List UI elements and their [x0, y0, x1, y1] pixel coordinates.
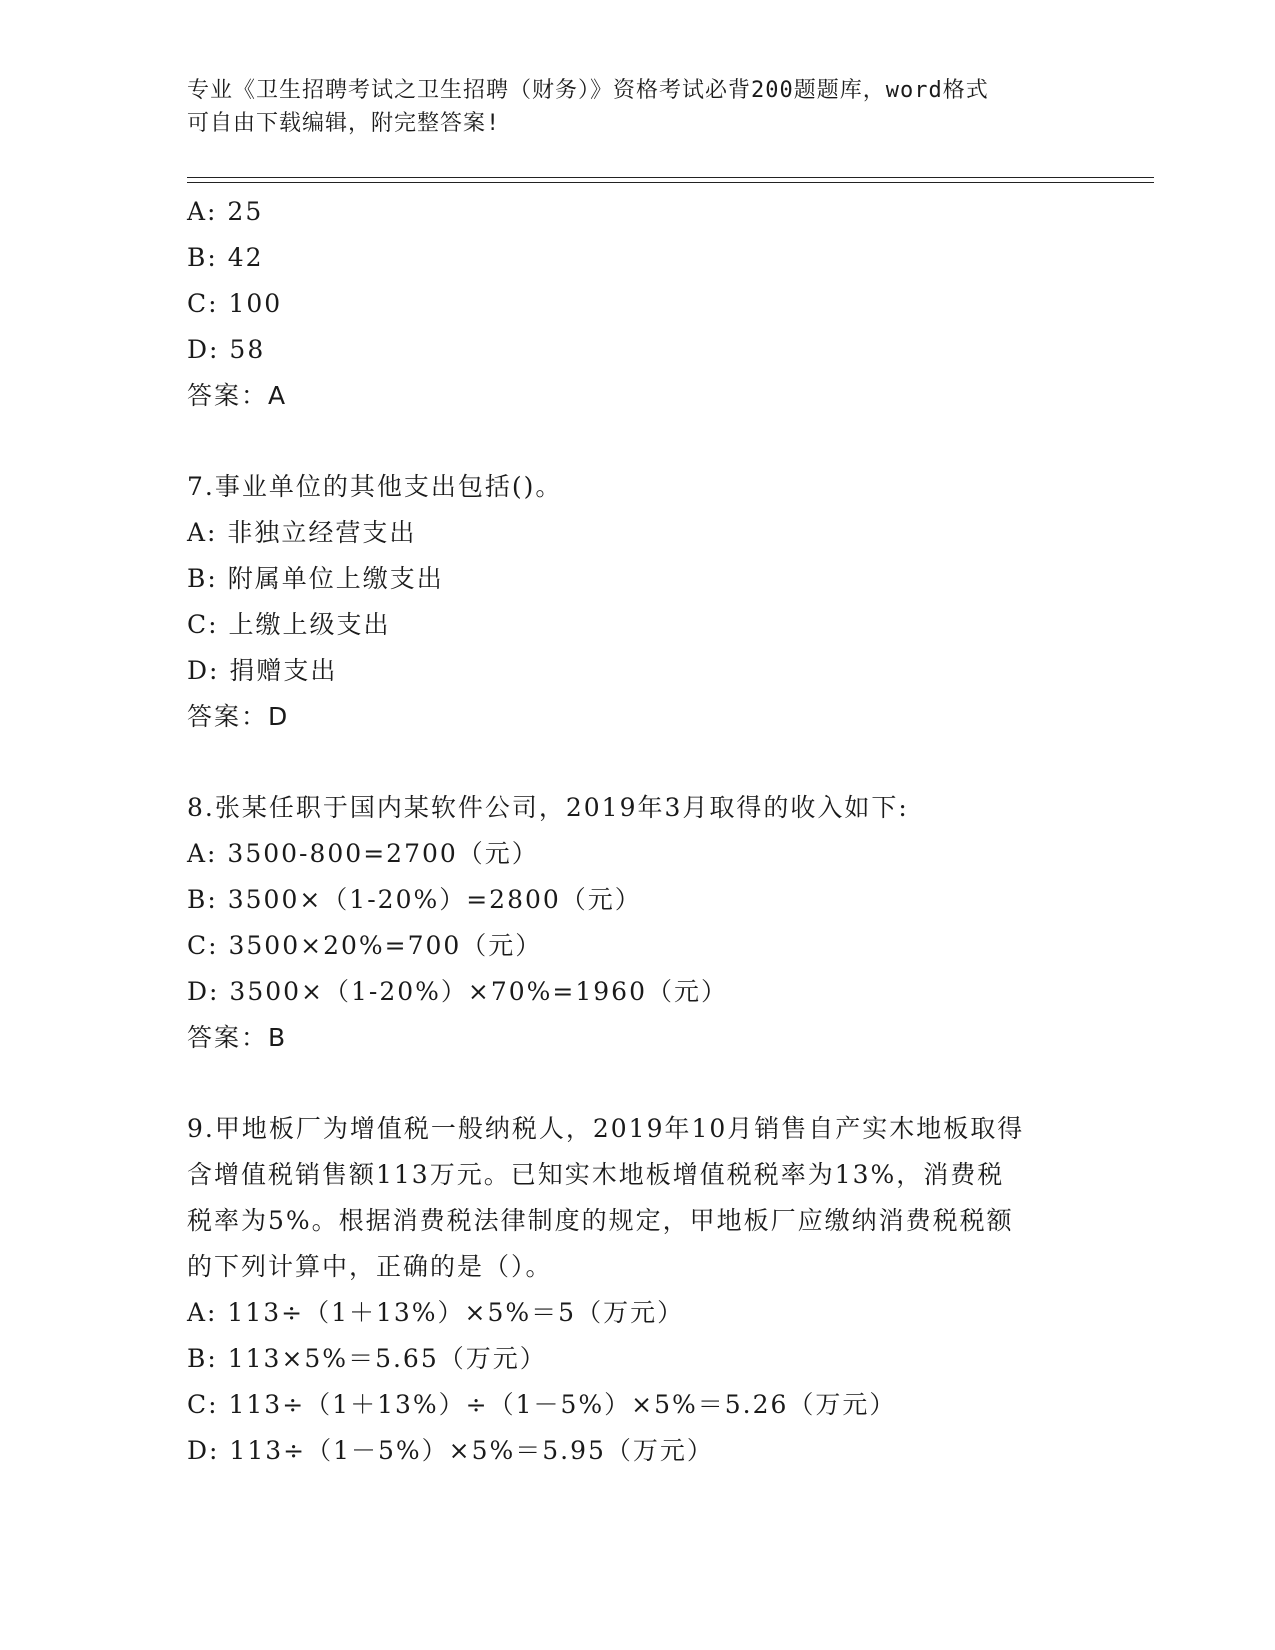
- option-d: D: 113÷（1－5%）×5%＝5.95（万元）: [187, 1436, 714, 1465]
- option-d: D: 58: [187, 335, 266, 364]
- header-line-2: 可自由下载编辑，附完整答案!: [187, 111, 501, 136]
- header-line-1: 专业《卫生招聘考试之卫生招聘（财务）》资格考试必背200题题库，word格式: [187, 78, 989, 103]
- question-stem-line-4: 的下列计算中，正确的是（）。: [187, 1252, 553, 1281]
- question-stem: 7.事业单位的其他支出包括()。: [187, 472, 563, 501]
- answer-label: 答案：B: [187, 1023, 288, 1052]
- header-rule-bottom: [187, 182, 1154, 183]
- question-list: [187, 189, 1087, 1474]
- question-8: [187, 785, 1087, 1061]
- question-stem-line-2: 含增值税销售额113万元。已知实木地板增值税税率为13%，消费税: [187, 1160, 1005, 1189]
- header-rule-top: [187, 177, 1154, 178]
- option-d: D: 3500×（1-20%）×70%=1960（元）: [187, 977, 728, 1006]
- question-9: [187, 1106, 1087, 1474]
- option-b: B: 113×5%＝5.65（万元）: [187, 1344, 547, 1373]
- option-d: D: 捐赠支出: [187, 656, 338, 685]
- option-a: A: 113÷（1＋13%）×5%＝5（万元）: [187, 1298, 685, 1327]
- option-b: B: 42: [187, 243, 264, 272]
- question-stem: 8.张某任职于国内某软件公司，2019年3月取得的收入如下:: [187, 793, 909, 822]
- question-stem-line-3: 税率为5%。根据消费税法律制度的规定，甲地板厂应缴纳消费税税额: [187, 1206, 1014, 1235]
- option-c: C: 100: [187, 289, 283, 318]
- option-c: C: 上缴上级支出: [187, 610, 391, 639]
- question-6: [187, 189, 1087, 419]
- option-a: A: 非独立经营支出: [187, 518, 417, 547]
- option-b: B: 3500×（1-20%）=2800（元）: [187, 885, 642, 914]
- answer-label: 答案：D: [187, 702, 290, 731]
- option-c: C: 3500×20%=700（元）: [187, 931, 543, 960]
- answer-label: 答案：A: [187, 381, 288, 410]
- option-a: A: 3500-800=2700（元）: [187, 839, 539, 868]
- option-a: A: 25: [187, 197, 264, 226]
- option-c: C: 113÷（1＋13%）÷（1－5%）×5%＝5.26（万元）: [187, 1390, 897, 1419]
- document-header: [187, 74, 1087, 140]
- question-stem-line-1: 9.甲地板厂为增值税一般纳税人，2019年10月销售自产实木地板取得: [187, 1114, 1025, 1143]
- option-b: B: 附属单位上缴支出: [187, 564, 444, 593]
- question-7: [187, 464, 1087, 740]
